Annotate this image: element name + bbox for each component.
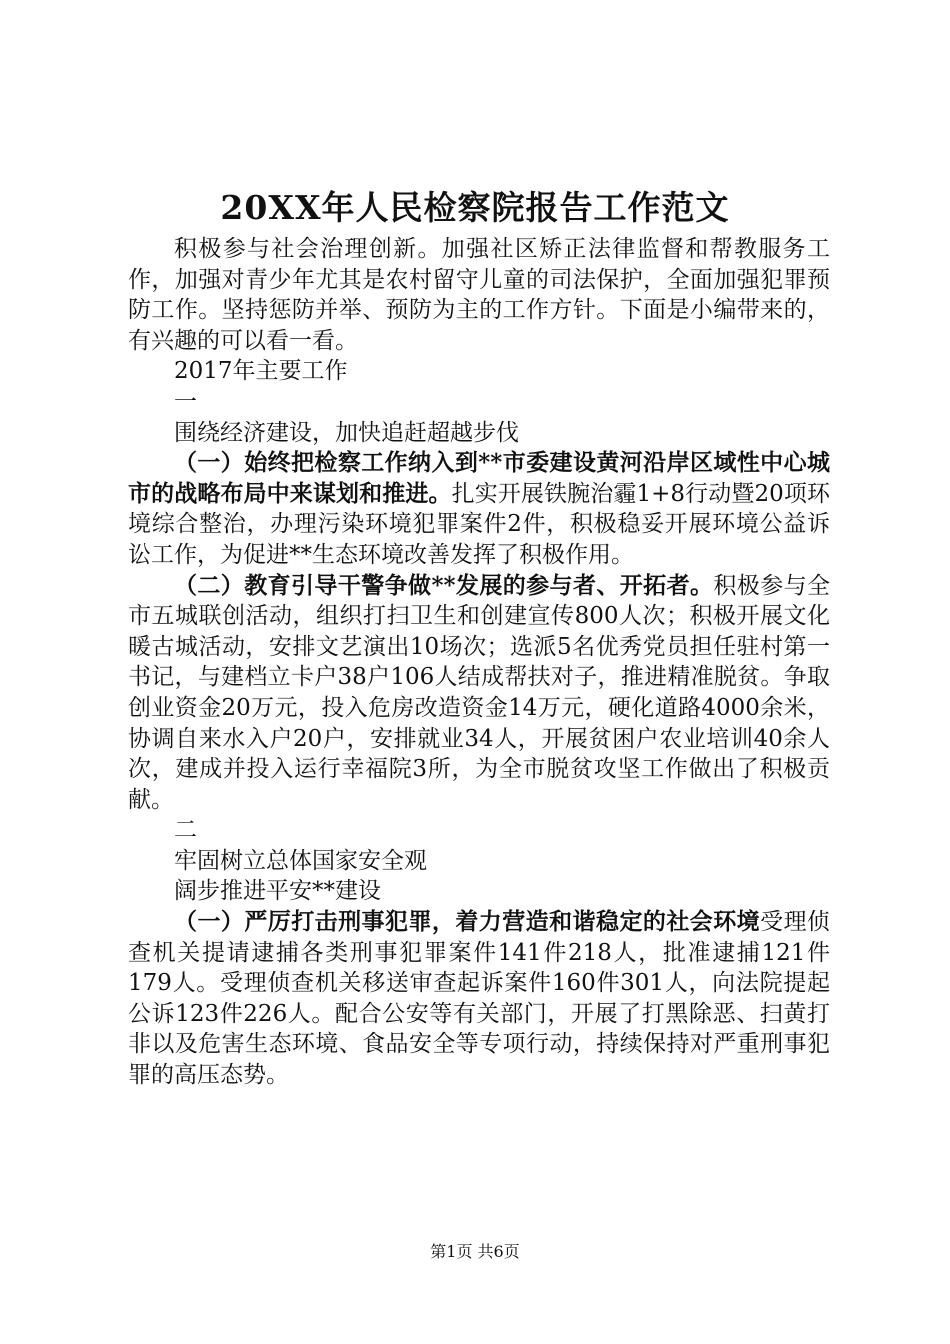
- page-footer: 第1页 共6页: [430, 1242, 520, 1261]
- section-number-one: 一: [174, 388, 197, 415]
- section-heading-security: 牢固树立总体国家安全观: [174, 847, 427, 874]
- bold-lead: （一）始终把检察工作纳入到**市委建设黄河沿岸区域性中心城市的战略布局中来谋划和推进。: [128, 449, 830, 507]
- section-heading-economy: 围绕经济建设，加快追赶超越步伐: [174, 419, 519, 446]
- section-number-two: 二: [174, 817, 197, 844]
- document-body: [128, 234, 830, 1091]
- paragraph-crime-crackdown: （一）严厉打击刑事犯罪，着力营造和谐稳定的社会环境受理侦查机关提请逮捕各类刑事犯罪案件141件218人，批准逮捕121件179人。受理侦查机关移送审查起诉案件160件301人，向法院提起公诉123件226人。配合公安等有关部门，开展了打黑除恶、扫黄打非以及危害生态环境、食品安全等专项行动，持续保持对严重刑事犯罪的高压态势。: [128, 908, 831, 1089]
- heading-2017-main-work: 2017年主要工作: [174, 358, 348, 385]
- paragraph-strategy: （一）始终把检察工作纳入到**市委建设黄河沿岸区域性中心城市的战略布局中来谋划和推进。扎实开展铁腕治霾1+8行动暨20项环境综合整治，办理污染环境犯罪案件2件，积极稳妥开展环境公益诉讼工作，为促进**生态环境改善发挥了积极作用。: [128, 449, 830, 568]
- section-heading-peace: 阔步推进平安**建设: [174, 878, 381, 905]
- bold-lead: （二）教育引导干警争做**发展的参与者、开拓者。: [174, 571, 714, 599]
- bold-lead: （一）严厉打击刑事犯罪，着力营造和谐稳定的社会环境: [174, 908, 761, 936]
- paragraph-intro: 积极参与社会治理创新。加强社区矫正法律监督和帮教服务工作，加强对青少年尤其是农村留守儿童的司法保护，全面加强犯罪预防工作。坚持惩防并举、预防为主的工作方针。下面是小编带来的，有兴趣的可以看一看。: [128, 236, 830, 354]
- paragraph-police-education: （二）教育引导干警争做**发展的参与者、开拓者。积极参与全市五城联创活动，组织打扫卫生和创建宣传800人次；积极开展文化暖古城活动，安排文艺演出10场次；选派5名优秀党员担任驻村第一书记，与建档立卡户38户106人结成帮扶对子，推进精准脱贫。争取创业资金20万元，投入危房改造资金14万元，硬化道路4000余米，协调自来水入户20户，安排就业34人，开展贫困户农业培训40余人次，建成并投入运行幸福院3所，为全市脱贫攻坚工作做出了积极贡献。: [128, 571, 830, 813]
- document-title: 20XX年人民检察院报告工作范文: [220, 188, 730, 227]
